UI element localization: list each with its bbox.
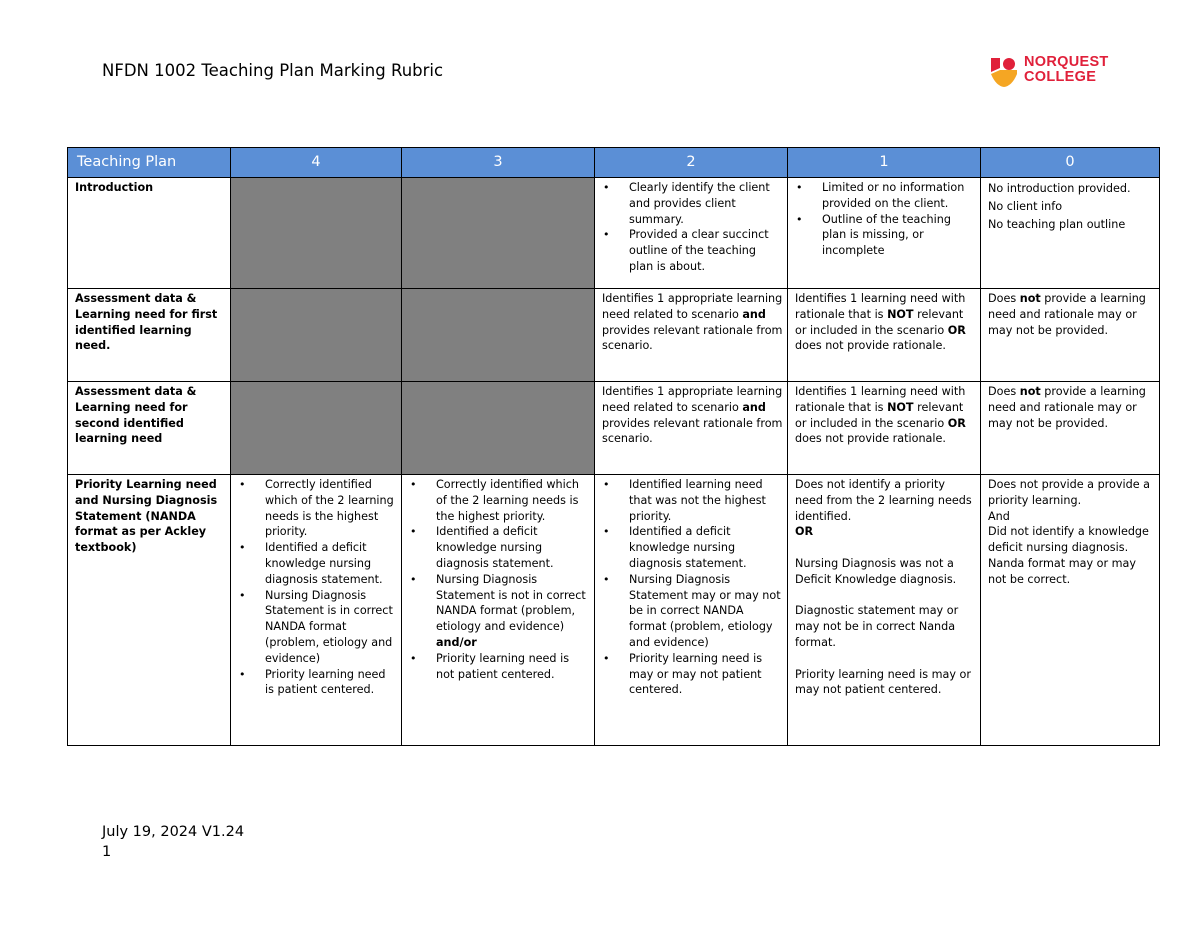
spacer xyxy=(795,588,976,604)
text-run: Identifies 1 appropriate learning need related to scenario xyxy=(602,385,783,414)
table-row xyxy=(68,289,1160,382)
not-applicable-cell xyxy=(402,382,595,475)
footer-date-version: July 19, 2024 V1.24 xyxy=(102,824,245,840)
list-item: • Identified a deficit knowledge nursing diagnosis statement. xyxy=(602,524,783,571)
text-paragraph: Does not provide a provide a priority learning. xyxy=(988,478,1151,507)
header-score-0: 0 xyxy=(981,148,1160,178)
assess1-score-0 xyxy=(981,289,1160,382)
text-emphasis: not xyxy=(1019,385,1041,398)
assess2-score-1 xyxy=(788,382,981,475)
priority-score-2 xyxy=(595,475,788,746)
table-row xyxy=(68,475,1160,746)
text-emphasis: and xyxy=(742,400,766,414)
criterion-introduction: Introduction xyxy=(68,178,231,289)
list-item: • Nursing Diagnosis Statement is in correct NANDA format (problem, etiology and evidence) xyxy=(238,588,397,667)
text-paragraph: Nursing Diagnosis was not a Deficit Knowledge diagnosis. xyxy=(795,556,957,586)
priority-score-3 xyxy=(402,475,595,746)
list-item: • Identified a deficit knowledge nursing diagnosis statement. xyxy=(238,540,397,587)
text-emphasis: and xyxy=(742,307,766,321)
text-run: relevant or included in the scenario xyxy=(795,307,964,337)
header-row xyxy=(68,148,1160,178)
text-run: provides relevant rationale from scenario. xyxy=(602,416,783,446)
list-item: • Priority learning need is patient centered. xyxy=(238,667,397,699)
text-emphasis: OR xyxy=(947,416,966,430)
list-item: • Correctly identified which of the 2 learning needs is the highest priority. xyxy=(409,477,590,524)
text-emphasis: not xyxy=(1019,292,1041,305)
logo-line2: COLLEGE xyxy=(1024,69,1097,85)
text-run: Identifies 1 learning need with rationale that is xyxy=(795,385,966,414)
spacer xyxy=(795,651,976,667)
text-emphasis: NOT xyxy=(887,307,914,321)
intro-score-0 xyxy=(981,178,1160,289)
norquest-logo-icon xyxy=(990,57,1018,87)
text-run: provide a learning need and rationale may or may not be provided. xyxy=(988,292,1146,337)
list-item: • Limited or no information provided on the client. xyxy=(795,180,976,212)
text-emphasis: OR xyxy=(795,525,814,539)
assess2-score-0 xyxy=(981,382,1160,475)
text-run: provides relevant rationale from scenario. xyxy=(602,323,783,353)
header-criterion: Teaching Plan xyxy=(68,148,231,178)
header-score-1: 1 xyxy=(788,148,981,178)
list-item: • Correctly identified which of the 2 learning needs is the highest priority. xyxy=(238,477,397,540)
list-item xyxy=(409,572,590,651)
priority-score-4 xyxy=(231,475,402,746)
list-item: • Outline of the teaching plan is missing, or incomplete xyxy=(795,212,976,259)
logo-wordmark xyxy=(1024,55,1109,85)
text-run: does not provide rationale. xyxy=(795,432,946,446)
text-emphasis: and/or xyxy=(436,635,477,649)
text-line: No teaching plan outline xyxy=(988,218,1126,231)
spacer xyxy=(795,540,976,556)
list-item: • Nursing Diagnosis Statement may or may not be in correct NANDA format (problem, etiology and evidence) xyxy=(602,572,783,651)
text-paragraph: Diagnostic statement may or may not be in correct Nanda format. xyxy=(795,604,959,649)
text-run: Does xyxy=(988,385,1020,398)
criterion-assessment-first: Assessment data & Learning need for first identified learning need. xyxy=(68,289,231,382)
table-row xyxy=(68,382,1160,475)
list-item: • Provided a clear succinct outline of the teaching plan is about. xyxy=(602,227,783,274)
criterion-priority-learning-need: Priority Learning need and Nursing Diagnosis Statement (NANDA format as per Ackley textbook) xyxy=(68,475,231,746)
not-applicable-cell xyxy=(402,289,595,382)
text-emphasis: OR xyxy=(947,323,966,337)
not-applicable-cell xyxy=(231,382,402,475)
text-paragraph: Nanda format may or may not be correct. xyxy=(988,556,1137,586)
text-line: No introduction provided. xyxy=(988,182,1131,195)
document-title: NFDN 1002 Teaching Plan Marking Rubric xyxy=(102,61,444,80)
not-applicable-cell xyxy=(231,289,402,382)
text-paragraph: Does not identify a priority need from the 2 learning needs identified. xyxy=(795,478,972,523)
text-run: relevant or included in the scenario xyxy=(795,400,964,430)
header-score-2: 2 xyxy=(595,148,788,178)
header-score-4: 4 xyxy=(231,148,402,178)
list-item: • Identified a deficit knowledge nursing diagnosis statement. xyxy=(409,524,590,571)
text-paragraph: And xyxy=(988,509,1010,523)
intro-score-1 xyxy=(788,178,981,289)
logo-line1: NORQUEST xyxy=(1024,54,1109,70)
text-paragraph: Did not identify a knowledge deficit nursing diagnosis. xyxy=(988,525,1149,555)
not-applicable-cell xyxy=(231,178,402,289)
text-run: provide a learning need and rationale may or may not be provided. xyxy=(988,385,1146,430)
assess1-score-2 xyxy=(595,289,788,382)
text-run: Nursing Diagnosis Statement is not in correct NANDA format (problem, etiology and evidence) xyxy=(436,572,586,634)
list-item: • Priority learning need is may or may not patient centered. xyxy=(602,651,783,698)
norquest-logo xyxy=(990,55,1130,91)
text-emphasis: NOT xyxy=(887,400,914,414)
assess1-score-1 xyxy=(788,289,981,382)
page-number: 1 xyxy=(102,844,112,860)
list-item: • Priority learning need is not patient centered. xyxy=(409,651,590,683)
criterion-assessment-second: Assessment data & Learning need for second identified learning need xyxy=(68,382,231,475)
list-item: • Clearly identify the client and provides client summary. xyxy=(602,180,783,227)
rubric-table xyxy=(67,147,1160,746)
intro-score-2 xyxy=(595,178,788,289)
priority-score-0 xyxy=(981,475,1160,746)
header-score-3: 3 xyxy=(402,148,595,178)
text-run: Identifies 1 appropriate learning need related to scenario xyxy=(602,292,783,321)
text-line: No client info xyxy=(988,200,1063,213)
text-run: does not provide rationale. xyxy=(795,339,946,353)
text-run: Does xyxy=(988,292,1020,305)
text-paragraph: Priority learning need is may or may not patient centered. xyxy=(795,667,971,697)
assess2-score-2 xyxy=(595,382,788,475)
text-run: Identifies 1 learning need with rationale that is xyxy=(795,292,966,321)
list-item: • Identified learning need that was not the highest priority. xyxy=(602,477,783,524)
priority-score-1 xyxy=(788,475,981,746)
not-applicable-cell xyxy=(402,178,595,289)
table-row xyxy=(68,178,1160,289)
